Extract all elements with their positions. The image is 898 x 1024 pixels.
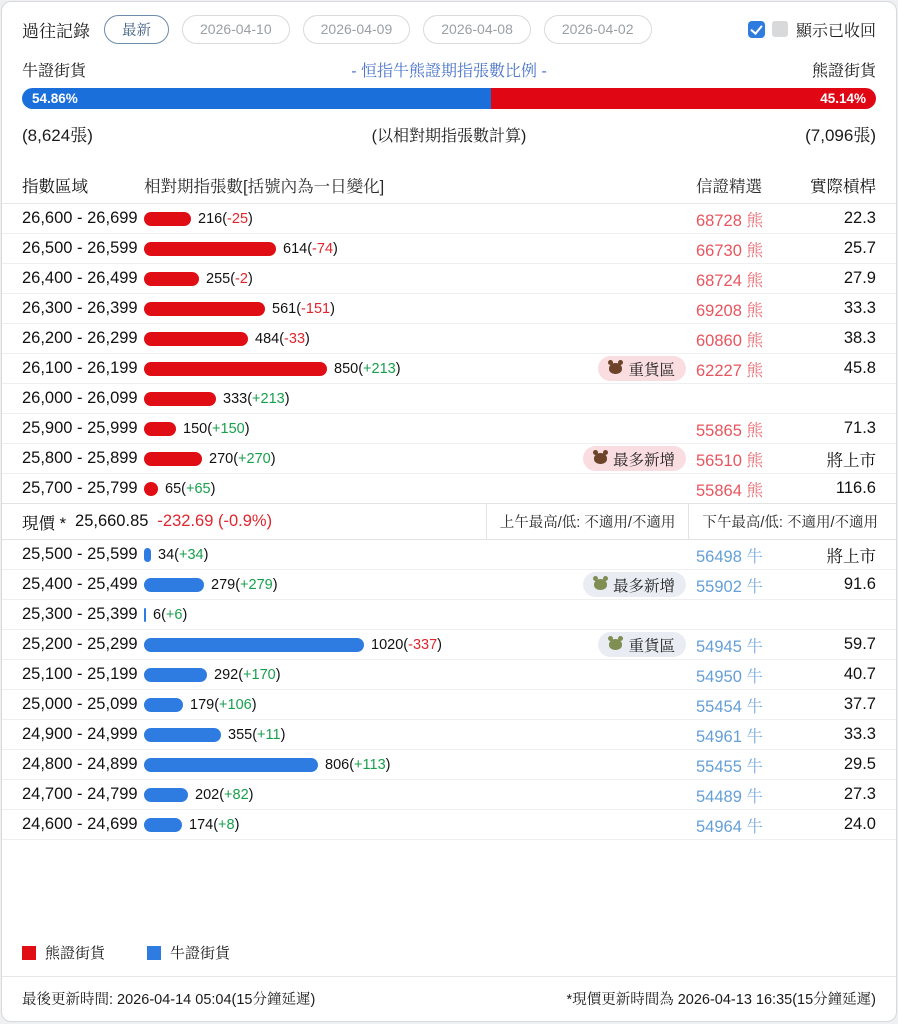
header-leverage: 實際槓桿	[810, 177, 876, 196]
ratio-bar-bull	[22, 88, 491, 109]
index-range: 26,100 - 26,199	[22, 359, 138, 377]
warrant-code[interactable]: 69208 熊	[696, 301, 763, 320]
index-range: 24,900 - 24,999	[22, 725, 138, 743]
show-recalled-checkbox[interactable]	[748, 21, 765, 38]
index-range: 25,700 - 25,799	[22, 479, 138, 497]
ratio-bar-bear	[491, 88, 877, 109]
volume-value: 333(+213)	[223, 390, 290, 407]
volume-value: 561(-151)	[272, 300, 335, 317]
zone-badge	[583, 446, 686, 471]
header-picks: 信證精選	[696, 177, 762, 196]
zone-badge	[583, 572, 686, 597]
index-range: 26,200 - 26,299	[22, 329, 138, 347]
warrant-code[interactable]: 68724 熊	[696, 271, 763, 290]
current-price-value: 25,660.85	[75, 512, 149, 530]
effective-leverage: 37.7	[843, 695, 876, 713]
bear-street-label: 熊證街貨	[811, 63, 876, 80]
effective-leverage: 27.9	[843, 269, 876, 287]
zone-badge-label: 重貨區	[628, 361, 675, 379]
volume-bar	[144, 758, 318, 772]
table-row	[2, 324, 896, 354]
volume-bar	[144, 212, 191, 226]
table-row	[2, 384, 896, 414]
legend	[2, 942, 896, 963]
zone-badge-label: 最多新增	[612, 577, 675, 595]
effective-leverage: 22.3	[843, 209, 876, 227]
bar-cell	[144, 451, 558, 467]
history-label: 過往記錄	[22, 21, 90, 41]
table-row	[2, 234, 896, 264]
table-row	[2, 570, 896, 600]
volume-value: 484(-33)	[255, 330, 310, 347]
header-index-range: 指數區域	[22, 177, 88, 196]
bar-cell	[144, 637, 558, 653]
bar-cell	[144, 481, 558, 497]
effective-leverage: 40.7	[843, 665, 876, 683]
price-update-time: *現價更新時間為 2026-04-13 16:35(15分鐘延遲)	[566, 992, 876, 1008]
legend-bull-label: 牛證街貨	[170, 945, 231, 962]
index-range: 25,100 - 25,199	[22, 665, 138, 683]
bar-cell	[144, 607, 558, 623]
header-contracts: 相對期指張數[括號內為一日變化]	[144, 177, 385, 196]
volume-bar	[144, 362, 327, 376]
last-update-time: 最後更新時間: 2026-04-14 05:04(15分鐘延遲)	[22, 992, 316, 1008]
effective-leverage: 71.3	[843, 419, 876, 437]
warrant-code[interactable]: 68728 熊	[696, 211, 763, 230]
volume-value: 202(+82)	[195, 786, 254, 803]
effective-leverage: 38.3	[843, 329, 876, 347]
bar-cell	[144, 667, 558, 683]
index-range: 24,600 - 24,699	[22, 815, 138, 833]
effective-leverage: 24.0	[843, 815, 876, 833]
volume-bar	[144, 392, 216, 406]
show-recalled-label: 顯示已收回	[795, 22, 876, 40]
bar-cell	[144, 727, 558, 743]
table-row	[2, 414, 896, 444]
bar-cell	[144, 211, 558, 227]
bear-total: (7,096張)	[805, 126, 876, 145]
effective-leverage: 33.3	[843, 725, 876, 743]
volume-value: 850(+213)	[334, 360, 401, 377]
effective-leverage: 45.8	[843, 359, 876, 377]
date-button-1[interactable]: 2026-04-10	[182, 15, 290, 44]
badge-cell	[558, 356, 686, 381]
volume-bar	[144, 272, 199, 286]
legend-bear-label: 熊證街貨	[45, 945, 106, 962]
bull-percentage: 54.86%	[32, 91, 78, 106]
cbbc-distribution-panel	[1, 1, 897, 1022]
bull-street-label: 牛證街貨	[22, 63, 87, 80]
bear-icon	[609, 363, 622, 374]
bar-cell	[144, 577, 558, 593]
volume-value: 216(-25)	[198, 210, 253, 227]
volume-value: 614(-74)	[283, 240, 338, 257]
table-row	[2, 720, 896, 750]
ratio-note: (以相對期指張數計算)	[371, 128, 527, 145]
index-range: 26,000 - 26,099	[22, 389, 138, 407]
volume-value: 255(-2)	[206, 270, 253, 287]
index-range: 24,800 - 24,899	[22, 755, 138, 773]
badge-cell	[558, 446, 686, 471]
volume-value: 355(+11)	[228, 726, 286, 743]
zone-badge-label: 重貨區	[628, 637, 675, 655]
index-range: 25,300 - 25,399	[22, 605, 138, 623]
volume-bar	[144, 788, 188, 802]
bar-cell	[144, 421, 558, 437]
bar-cell	[144, 241, 558, 257]
volume-value: 65(+65)	[165, 480, 216, 497]
effective-leverage: 將上市	[826, 451, 876, 470]
volume-value: 34(+34)	[158, 546, 209, 563]
latest-button[interactable]: 最新	[104, 15, 169, 44]
effective-leverage: 25.7	[843, 239, 876, 257]
current-price-row	[2, 503, 896, 540]
pm-high-low: 下午最高/低: 不適用/不適用	[688, 504, 896, 539]
table-row	[2, 294, 896, 324]
zone-badge	[598, 632, 686, 657]
bar-cell	[144, 331, 558, 347]
table-header	[2, 166, 896, 204]
volume-bar	[144, 608, 146, 622]
volume-bar	[144, 698, 183, 712]
zone-badge-label: 最多新增	[612, 451, 675, 469]
bar-cell	[144, 817, 558, 833]
index-range: 25,400 - 25,499	[22, 575, 138, 593]
table-row	[2, 474, 896, 504]
warrant-code[interactable]: 60860 熊	[696, 331, 763, 350]
volume-bar	[144, 422, 176, 436]
bar-cell	[144, 301, 558, 317]
date-button-2[interactable]: 2026-04-09	[303, 15, 411, 44]
bar-cell	[144, 787, 558, 803]
warrant-code[interactable]: 55864 熊	[696, 481, 763, 500]
volume-value: 179(+106)	[190, 696, 257, 713]
warrant-code[interactable]: 55902 牛	[696, 577, 763, 596]
effective-leverage: 116.6	[835, 479, 876, 497]
volume-bar	[144, 818, 182, 832]
bar-cell	[144, 757, 558, 773]
table-row	[2, 264, 896, 294]
volume-value: 150(+150)	[183, 420, 250, 437]
am-high-low: 上午最高/低: 不適用/不適用	[486, 504, 689, 539]
warrant-code[interactable]: 62227 熊	[696, 361, 763, 380]
table-row	[2, 354, 896, 384]
date-button-4[interactable]: 2026-04-02	[544, 15, 652, 44]
effective-leverage: 91.6	[843, 575, 876, 593]
bull-bear-ratio-bar	[22, 88, 876, 109]
date-button-3[interactable]: 2026-04-08	[423, 15, 531, 44]
effective-leverage: 59.7	[843, 635, 876, 653]
bull-swatch-icon	[147, 946, 161, 960]
current-price-change: -232.69 (-0.9%)	[157, 512, 273, 530]
warrant-code[interactable]: 54961 牛	[696, 727, 763, 746]
bar-cell	[144, 547, 558, 563]
volume-value: 279(+279)	[211, 576, 278, 593]
bear-rows-section	[2, 204, 896, 504]
warrant-code[interactable]: 54964 牛	[696, 817, 763, 836]
warrant-code[interactable]: 54950 牛	[696, 667, 763, 686]
effective-leverage: 33.3	[843, 299, 876, 317]
index-range: 25,800 - 25,899	[22, 449, 138, 467]
warrant-code[interactable]: 55865 熊	[696, 421, 763, 440]
effective-leverage: 將上市	[826, 547, 876, 566]
bull-icon	[594, 579, 607, 590]
bull-rows-section	[2, 540, 896, 840]
table-row	[2, 690, 896, 720]
warrant-code[interactable]: 56510 熊	[696, 451, 763, 470]
warrant-code[interactable]: 55454 牛	[696, 697, 763, 716]
bear-icon	[594, 453, 607, 464]
volume-value: 6(+6)	[153, 606, 188, 623]
warrant-code[interactable]: 66730 熊	[696, 241, 763, 260]
effective-leverage: 29.5	[843, 755, 876, 773]
badge-cell	[558, 572, 686, 597]
volume-value: 806(+113)	[325, 756, 391, 773]
bar-cell	[144, 697, 558, 713]
footer	[2, 976, 896, 1021]
table-row	[2, 630, 896, 660]
volume-bar	[144, 302, 265, 316]
bar-cell	[144, 271, 558, 287]
bull-total: (8,624張)	[22, 126, 93, 145]
volume-bar	[144, 728, 221, 742]
current-price-label: 現價 *	[22, 514, 67, 533]
history-toolbar	[2, 2, 896, 44]
ratio-title: - 恒指牛熊證期指張數比例 -	[351, 63, 547, 80]
legend-item-bull	[147, 942, 230, 963]
index-range: 24,700 - 24,799	[22, 785, 138, 803]
volume-bar	[144, 332, 248, 346]
index-range: 26,300 - 26,399	[22, 299, 138, 317]
volume-value: 174(+8)	[189, 816, 240, 833]
warrant-code[interactable]: 55455 牛	[696, 757, 763, 776]
zone-badge	[598, 356, 686, 381]
index-range: 25,900 - 25,999	[22, 419, 138, 437]
warrant-code[interactable]: 54489 牛	[696, 787, 763, 806]
volume-value: 1020(-337)	[371, 636, 442, 653]
warrant-code[interactable]: 56498 牛	[696, 547, 763, 566]
bar-cell	[144, 361, 558, 377]
index-range: 26,400 - 26,499	[22, 269, 138, 287]
bear-swatch-icon	[22, 946, 36, 960]
volume-value: 270(+270)	[209, 450, 276, 467]
secondary-checkbox[interactable]	[772, 21, 788, 37]
index-range: 25,200 - 25,299	[22, 635, 138, 653]
badge-cell	[558, 632, 686, 657]
volume-bar	[144, 482, 158, 496]
volume-bar	[144, 242, 276, 256]
table-row	[2, 810, 896, 840]
table-row	[2, 444, 896, 474]
legend-item-bear	[22, 942, 105, 963]
volume-bar	[144, 548, 151, 562]
table-row	[2, 600, 896, 630]
volume-value: 292(+170)	[214, 666, 281, 683]
table-row	[2, 204, 896, 234]
table-row	[2, 540, 896, 570]
volume-bar	[144, 668, 207, 682]
index-range: 26,600 - 26,699	[22, 209, 138, 227]
volume-bar	[144, 578, 204, 592]
table-row	[2, 660, 896, 690]
distribution-table	[2, 166, 896, 840]
bar-cell	[144, 391, 558, 407]
volume-bar	[144, 638, 364, 652]
ratio-section	[2, 44, 896, 146]
table-row	[2, 780, 896, 810]
index-range: 25,500 - 25,599	[22, 545, 138, 563]
table-row	[2, 750, 896, 780]
effective-leverage: 27.3	[843, 785, 876, 803]
volume-bar	[144, 452, 202, 466]
bull-icon	[609, 639, 622, 650]
index-range: 26,500 - 26,599	[22, 239, 138, 257]
warrant-code[interactable]: 54945 牛	[696, 637, 763, 656]
bear-percentage: 45.14%	[820, 91, 866, 106]
index-range: 25,000 - 25,099	[22, 695, 138, 713]
